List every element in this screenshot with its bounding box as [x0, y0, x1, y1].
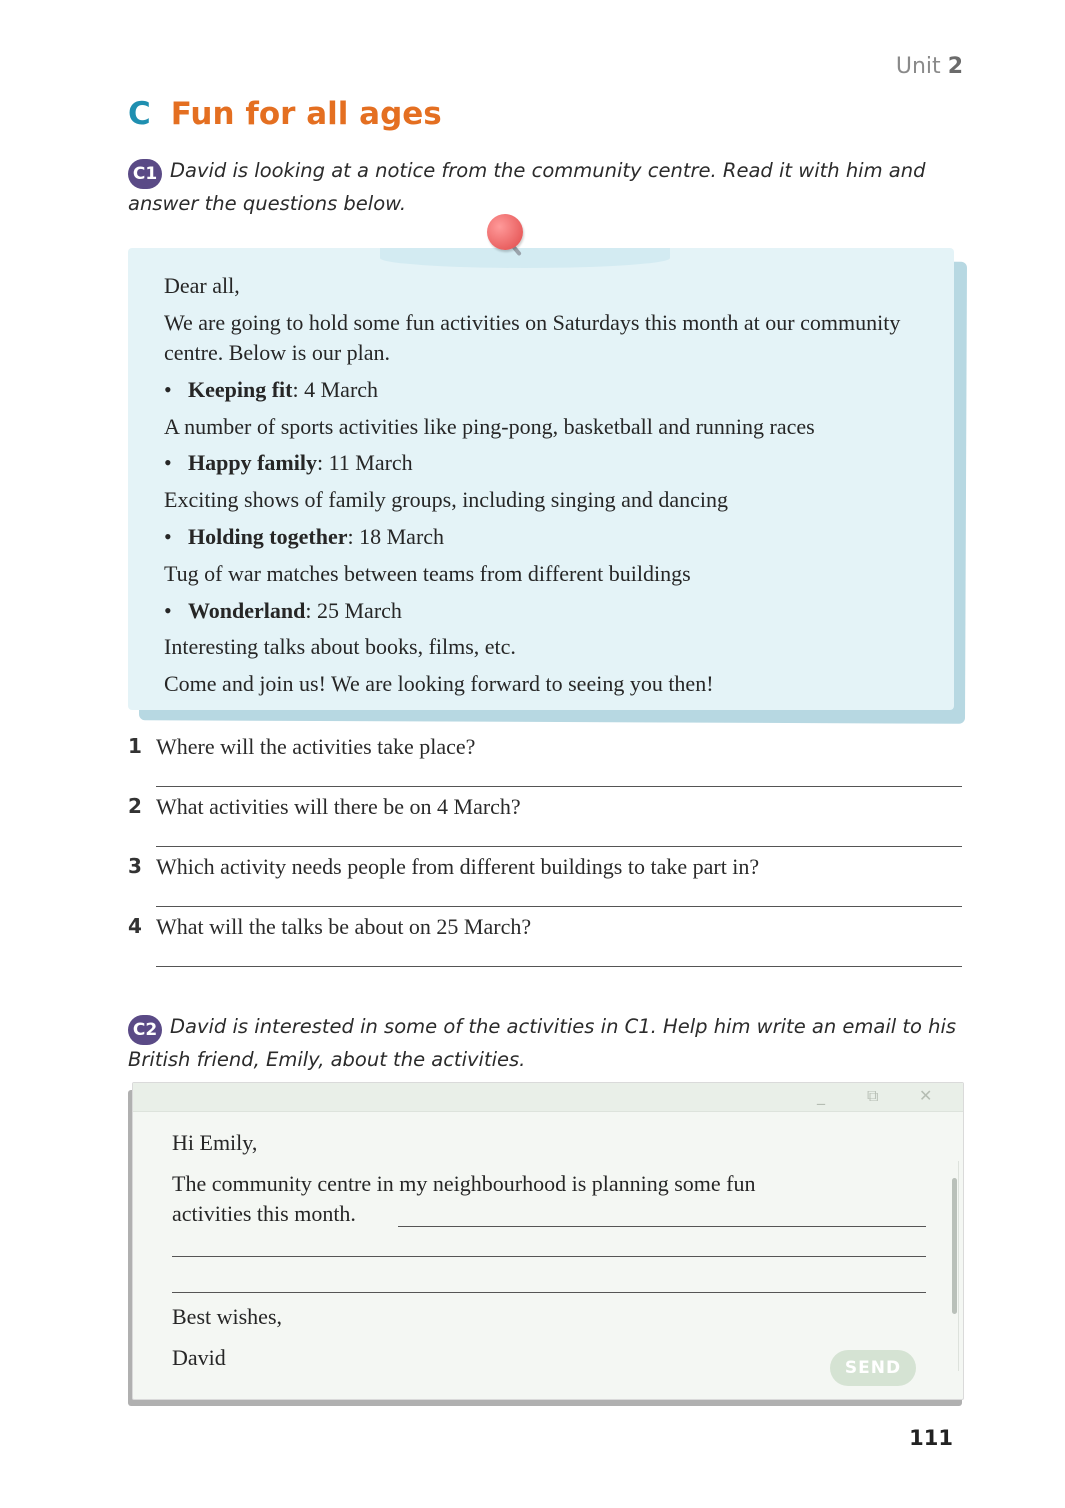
restore-icon[interactable]: ⧉ [867, 1086, 879, 1105]
c1-badge: C1 [128, 159, 162, 189]
email-blank-line[interactable] [172, 1292, 926, 1293]
question-item [128, 850, 962, 910]
question-text: What will the talks be about on 25 March? [156, 914, 532, 939]
c2-instruction-text: David is interested in some of the activities in C1. Help him write an email to his British friend, Emily, about the activities. [128, 1015, 957, 1071]
notice-intro: We are going to hold some fun activities on Saturdays this month at our community centre. Below is our plan. [164, 309, 901, 365]
c1-instruction [128, 156, 968, 219]
scrollbar-track [958, 1161, 959, 1371]
email-signoff: Best wishes, [172, 1304, 282, 1329]
question-text: What activities will there be on 4 March? [156, 794, 521, 819]
notice-item-name: Holding together [188, 523, 348, 549]
email-blank-line[interactable] [172, 1256, 926, 1257]
question-item [128, 730, 962, 790]
question-text: Which activity needs people from different buildings to take part in? [156, 854, 760, 879]
notice-item-name: Wonderland [188, 597, 306, 623]
notice-item-desc: A number of sports activities like ping-pong, basketball and running races [164, 413, 815, 439]
bullet-icon: • [164, 376, 172, 402]
answer-line[interactable] [156, 846, 962, 847]
question-number: 3 [128, 854, 142, 878]
unit-number: 2 [947, 54, 963, 79]
email-greeting: Hi Emily, [172, 1130, 258, 1155]
notice-text [164, 268, 934, 703]
send-button[interactable]: SEND [830, 1350, 916, 1386]
email-line-2: activities this month. [172, 1201, 356, 1226]
notice-item-date: : 25 March [305, 597, 402, 623]
notice-item-desc: Interesting talks about books, films, etc. [164, 634, 516, 660]
scrollbar-thumb[interactable] [952, 1178, 957, 1314]
section-letter: C [128, 96, 151, 132]
notice-item [164, 445, 934, 482]
notice-greeting: Dear all, [164, 273, 240, 298]
answer-line[interactable] [156, 966, 962, 967]
notice-item-date: : 4 March [292, 376, 379, 402]
bullet-icon: • [164, 523, 172, 549]
notice-item [164, 372, 934, 409]
notice-item [164, 593, 934, 630]
notice-item-date: : 18 March [347, 523, 445, 549]
minimize-icon[interactable]: _ [817, 1086, 825, 1105]
unit-label: Unit 2 [895, 54, 963, 79]
bullet-icon: • [164, 450, 172, 476]
question-number: 2 [128, 794, 142, 818]
question-text: Where will the activities take place? [156, 734, 476, 759]
question-item [128, 790, 962, 850]
email-signature: David [172, 1345, 226, 1370]
notice-item-date: : 11 March [316, 450, 413, 476]
question-list [128, 730, 962, 970]
c1-instruction-text: David is looking at a notice from the community centre. Read it with him and answer the questions below. [128, 159, 926, 215]
question-number: 4 [128, 914, 142, 938]
notice-item-name: Happy family [188, 450, 317, 476]
email-line-1: The community centre in my neighbourhood is planning some fun [172, 1171, 756, 1196]
c2-instruction [128, 1012, 968, 1075]
email-blank-line[interactable] [398, 1226, 926, 1227]
notice-closing: Come and join us! We are looking forward to seeing you then! [164, 671, 714, 697]
c2-badge: C2 [128, 1015, 162, 1045]
pushpin-icon [487, 214, 523, 250]
question-number: 1 [128, 734, 142, 758]
close-icon[interactable]: ✕ [919, 1086, 933, 1105]
page-number: 111 [909, 1426, 953, 1450]
bullet-icon: • [164, 597, 172, 623]
notice-item-desc: Tug of war matches between teams from different buildings [164, 560, 691, 586]
section-title-text: Fun for all ages [170, 96, 442, 132]
section-title [128, 96, 442, 132]
answer-line[interactable] [156, 906, 962, 907]
notice-item-desc: Exciting shows of family groups, including singing and dancing [164, 487, 728, 513]
question-item [128, 910, 962, 970]
notice-item [164, 519, 934, 556]
notice-item-name: Keeping fit [188, 376, 293, 402]
notice-fold [380, 248, 670, 268]
answer-line[interactable] [156, 786, 962, 787]
email-title-bar [133, 1083, 963, 1112]
